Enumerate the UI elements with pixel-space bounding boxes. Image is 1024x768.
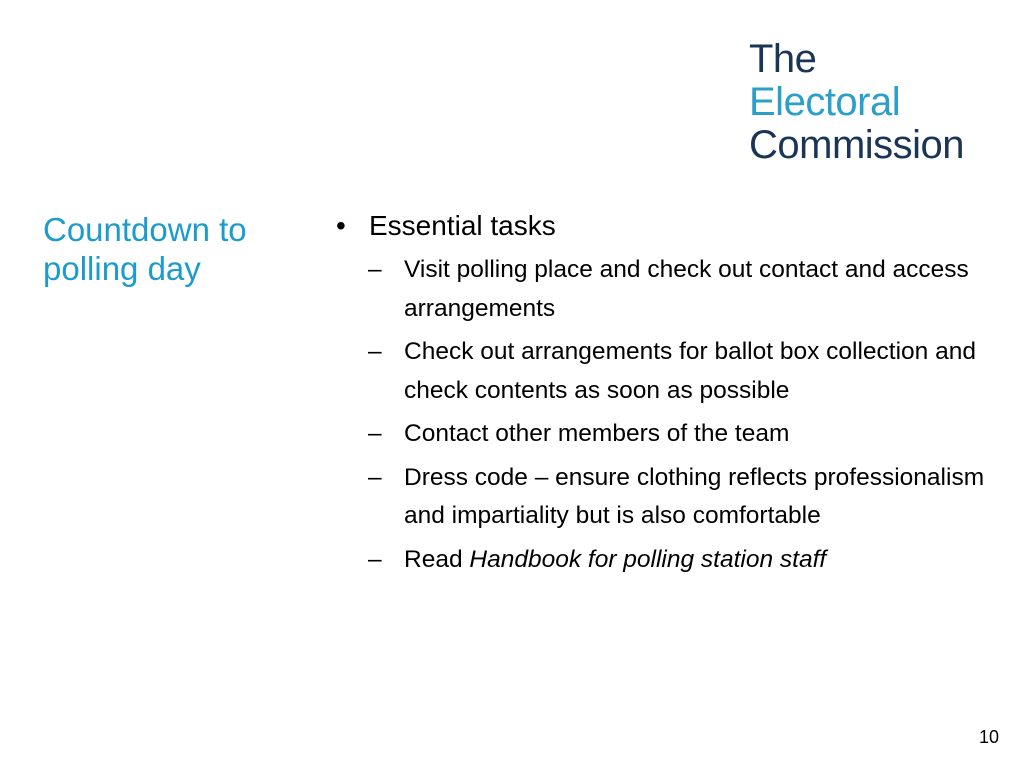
- electoral-commission-logo: [749, 38, 964, 167]
- subitem-prefix: Read: [404, 545, 470, 573]
- slide-title: Countdown to polling day: [43, 211, 247, 287]
- logo-line-electoral: Electoral: [749, 80, 901, 124]
- subitem-dress-code: [336, 459, 1006, 536]
- subitem-visit-polling-place: [336, 251, 1006, 328]
- bullet-text: Essential tasks: [369, 210, 556, 241]
- subitem-read-handbook: [336, 541, 1006, 580]
- page-number: 10: [978, 727, 999, 747]
- dash-icon: –: [368, 545, 382, 573]
- subitem-text: Check out arrangements for ballot box collection and check contents as soon as possible: [404, 338, 976, 404]
- logo-line-the: The: [749, 37, 817, 81]
- logo-line-commission: Commission: [749, 123, 965, 167]
- dash-icon: –: [368, 420, 382, 447]
- handbook-title: Handbook for polling station staff: [469, 545, 827, 573]
- subitem-text: Dress code – ensure clothing reflects professionalism and impartiality but is also comfortable: [404, 463, 985, 529]
- dash-icon: –: [368, 463, 382, 491]
- subitem-text: Visit polling place and check out contact and access arrangements: [404, 256, 969, 322]
- subitem-ballot-box: [336, 333, 1006, 410]
- dash-icon: –: [368, 256, 382, 283]
- dash-icon: –: [368, 338, 382, 365]
- bullet-icon: •: [336, 210, 346, 241]
- subitem-contact-team: [336, 415, 1006, 454]
- subitem-text: Contact other members of the team: [404, 420, 790, 447]
- bullet-essential-tasks: [336, 206, 1006, 246]
- slide-content: [336, 206, 1006, 579]
